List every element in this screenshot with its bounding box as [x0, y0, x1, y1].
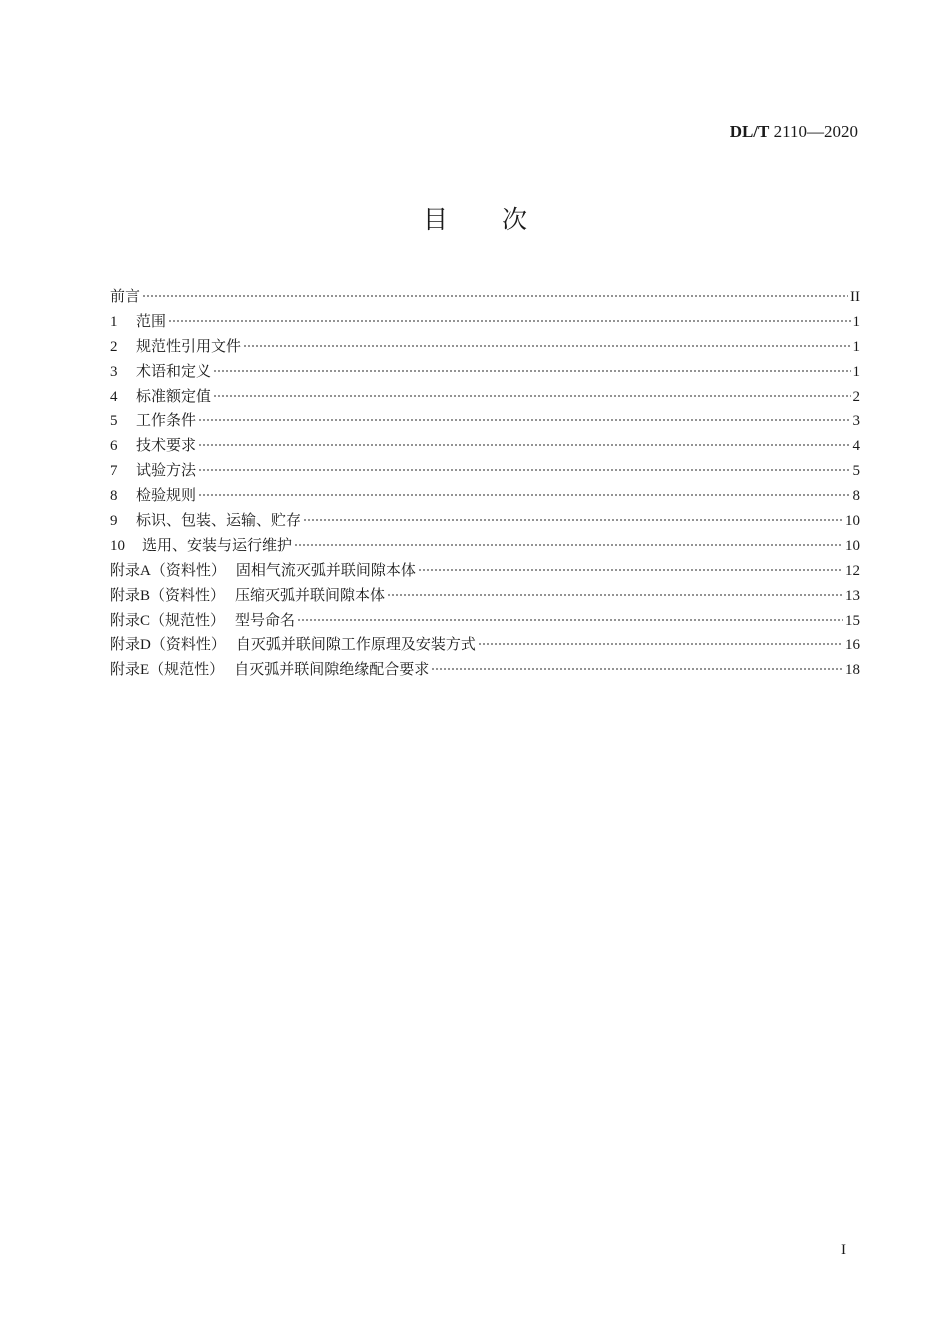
- toc-entry-number: 6: [110, 438, 118, 455]
- toc-entry-number: 5: [110, 413, 118, 430]
- toc-entry-label: 规范性引用文件: [136, 336, 242, 355]
- toc-entry-number: 10: [110, 537, 125, 554]
- table-of-contents: [110, 284, 860, 682]
- toc-entry-page: II: [850, 289, 860, 305]
- toc-entry-number: 4: [110, 388, 118, 405]
- toc-entry-label: 工作条件: [136, 411, 197, 430]
- toc-leader-dots: [297, 619, 843, 621]
- toc-entry[interactable]: [110, 309, 860, 334]
- toc-entry-label: 自灭弧并联间隙绝缘配合要求: [234, 660, 430, 679]
- toc-entry-page: 5: [852, 463, 860, 480]
- toc-leader-dots: [213, 395, 850, 397]
- toc-leader-dots: [243, 345, 850, 347]
- toc-entry[interactable]: [110, 632, 860, 657]
- toc-entry[interactable]: [110, 508, 860, 533]
- toc-entry-appendix-type: （资料性）: [150, 635, 226, 654]
- toc-leader-dots: [198, 419, 850, 421]
- toc-entry-page: 1: [852, 313, 860, 330]
- toc-entry-number: 附录C: [110, 612, 151, 629]
- toc-leader-dots: [142, 295, 848, 297]
- toc-title: 目次: [422, 205, 581, 234]
- toc-entry[interactable]: [110, 657, 860, 682]
- toc-entry-label: 自灭弧并联间隙工作原理及安装方式: [235, 635, 476, 654]
- toc-entry-label: 技术要求: [136, 436, 197, 455]
- toc-entry[interactable]: [110, 334, 860, 359]
- toc-entry-label: 前言: [110, 287, 141, 305]
- toc-leader-dots: [431, 668, 843, 670]
- toc-leader-dots: [294, 544, 843, 546]
- toc-entry-label: 术语和定义: [136, 361, 212, 380]
- document-code-prefix: DL/T: [729, 122, 770, 141]
- toc-entry-page: 13: [845, 587, 860, 604]
- toc-entry-page: 1: [852, 363, 860, 380]
- toc-leader-dots: [198, 469, 850, 471]
- toc-entry[interactable]: [110, 408, 860, 433]
- document-code-number: 2110—2020: [773, 122, 858, 141]
- toc-entry[interactable]: [110, 608, 860, 633]
- toc-entry-page: 4: [852, 438, 860, 455]
- toc-entry-number: 7: [110, 463, 118, 480]
- toc-entry-page: 1: [852, 338, 860, 355]
- toc-leader-dots: [303, 519, 843, 521]
- toc-entry-label: 范围: [136, 311, 167, 330]
- document-code: [730, 122, 858, 142]
- toc-entry-page: 16: [845, 637, 860, 654]
- toc-leader-dots: [418, 569, 843, 571]
- toc-entry-page: 12: [845, 562, 860, 579]
- toc-entry[interactable]: [110, 483, 860, 508]
- toc-entry[interactable]: [110, 284, 860, 309]
- toc-leader-dots: [213, 370, 850, 372]
- toc-entry-page: 18: [845, 662, 860, 679]
- toc-entry-label: 型号命名: [235, 610, 296, 629]
- toc-entry-label: 固相气流灭弧并联间隙本体: [235, 560, 416, 579]
- toc-leader-dots: [198, 444, 850, 446]
- toc-entry-label: 选用、安装与运行维护: [142, 535, 293, 554]
- toc-entry-number: 附录D: [110, 637, 151, 654]
- toc-entry-number: 附录E: [110, 662, 150, 679]
- toc-entry-label: 压缩灭弧并联间隙本体: [235, 585, 386, 604]
- toc-entry-number: 附录B: [110, 587, 151, 604]
- toc-entry-appendix-type: （资料性）: [150, 585, 226, 604]
- toc-entry-appendix-type: （规范性）: [149, 660, 225, 679]
- toc-entry[interactable]: [110, 458, 860, 483]
- toc-entry[interactable]: [110, 533, 860, 558]
- toc-entry-page: 3: [852, 413, 860, 430]
- toc-entry-label: 标识、包装、运输、贮存: [136, 511, 302, 530]
- toc-entry[interactable]: [110, 558, 860, 583]
- toc-entry-page: 2: [852, 388, 860, 405]
- toc-entry-number: 2: [110, 338, 118, 355]
- toc-entry[interactable]: [110, 433, 860, 458]
- toc-entry-number: 8: [110, 488, 118, 505]
- toc-entry[interactable]: [110, 384, 860, 409]
- toc-entry[interactable]: [110, 583, 860, 608]
- toc-entry-page: 15: [845, 612, 860, 629]
- page-number: I: [841, 1242, 846, 1258]
- toc-entry-number: 9: [110, 513, 118, 530]
- toc-entry-number: 1: [110, 313, 118, 330]
- toc-leader-dots: [198, 494, 850, 496]
- toc-entry-page: 8: [852, 488, 860, 505]
- toc-entry-label: 标准额定值: [136, 386, 212, 405]
- toc-leader-dots: [478, 643, 843, 645]
- toc-entry-page: 10: [845, 513, 860, 530]
- toc-entry-label: 检验规则: [136, 486, 197, 505]
- toc-entry-label: 试验方法: [136, 461, 197, 480]
- toc-entry-appendix-type: （资料性）: [150, 560, 226, 579]
- toc-entry-number: 附录A: [110, 562, 151, 579]
- toc-entry-appendix-type: （规范性）: [150, 610, 226, 629]
- toc-entry[interactable]: [110, 359, 860, 384]
- toc-leader-dots: [387, 594, 843, 596]
- toc-entry-number: 3: [110, 363, 118, 380]
- toc-entry-page: 10: [845, 537, 860, 554]
- toc-leader-dots: [168, 320, 850, 322]
